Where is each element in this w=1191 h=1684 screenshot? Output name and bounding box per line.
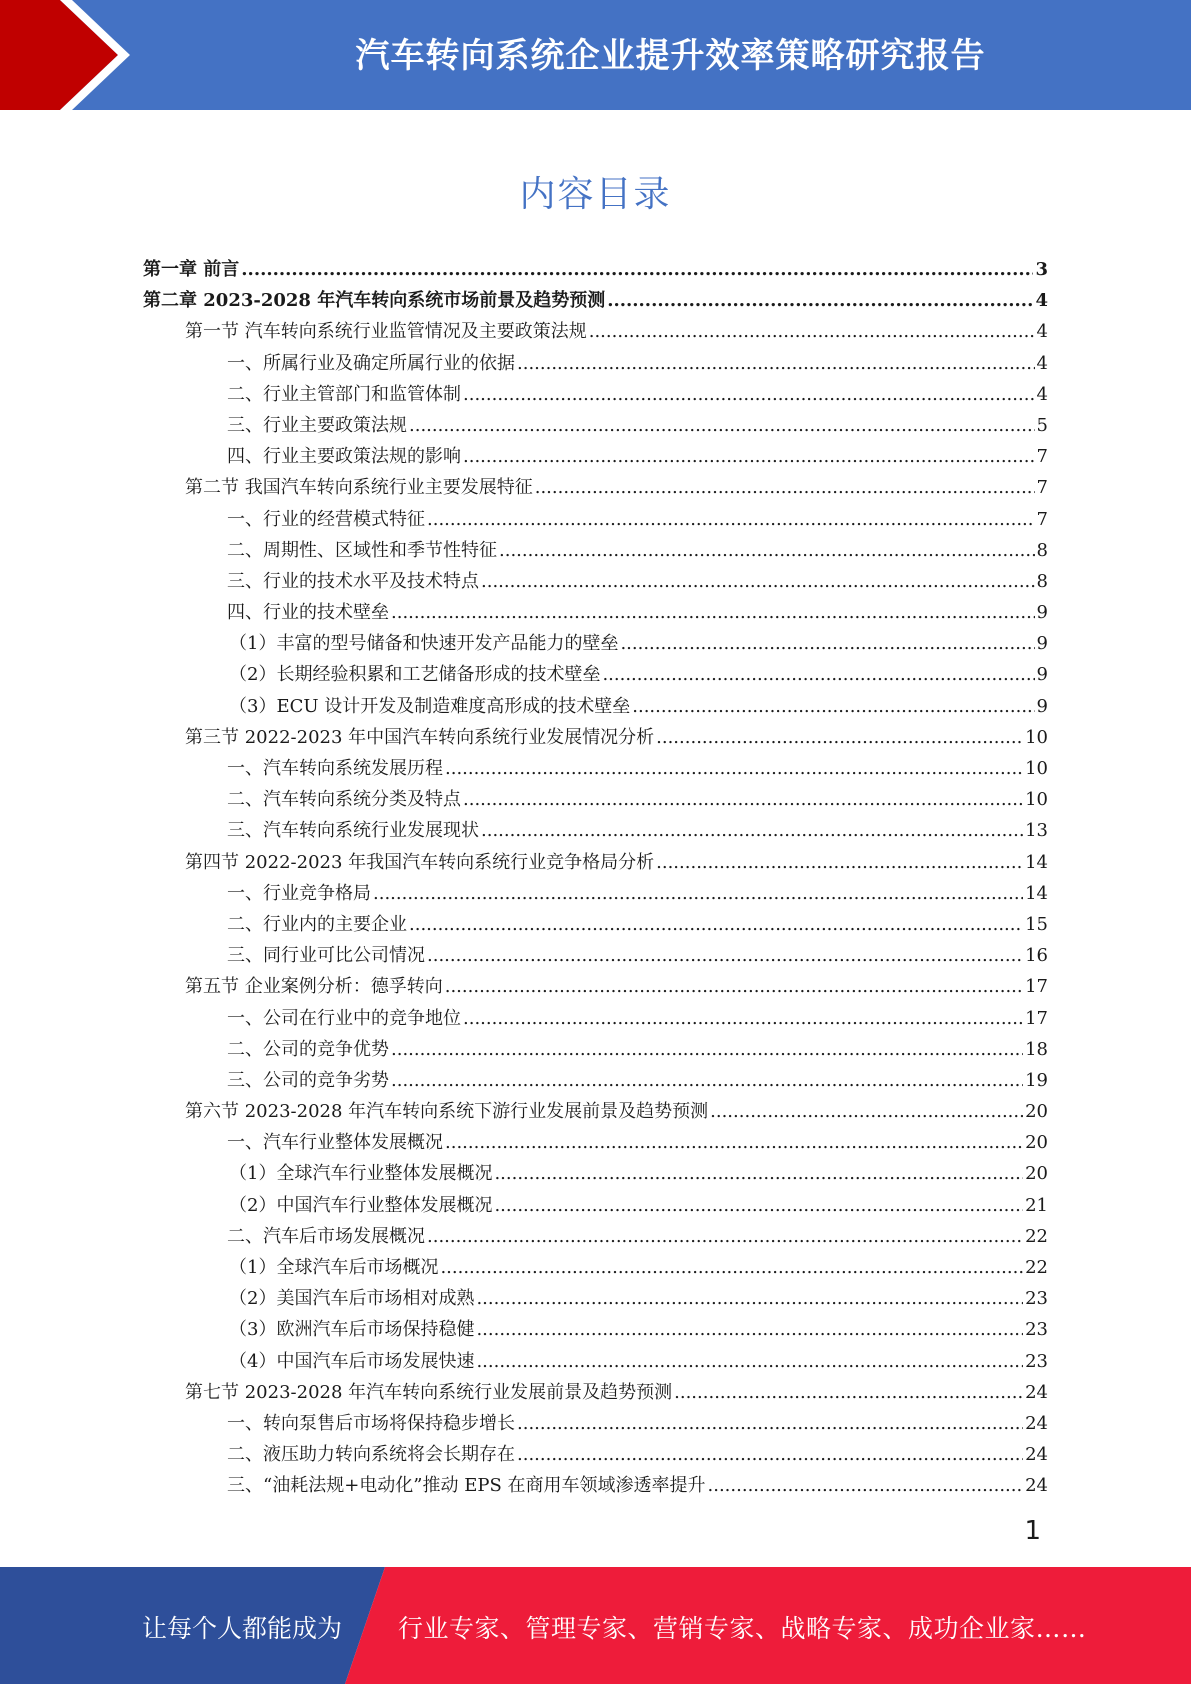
- toc-leader-dots: [476, 1346, 1023, 1377]
- toc-entry-title: （4）中国汽车后市场发展快速: [229, 1350, 475, 1372]
- toc-entry-page: 14: [1025, 851, 1048, 873]
- toc-entry[interactable]: [143, 722, 1048, 753]
- toc-entry[interactable]: [143, 316, 1048, 347]
- toc-entry[interactable]: [143, 535, 1048, 566]
- toc-entry-page: 17: [1025, 976, 1048, 998]
- toc-leader-dots: [427, 504, 1035, 535]
- toc-entry-page: 10: [1025, 758, 1048, 779]
- toc-entry-page: 19: [1025, 1069, 1048, 1091]
- toc-leader-dots: [494, 1158, 1023, 1189]
- toc-entry-title: 二、汽车转向系统分类及特点: [227, 789, 461, 811]
- toc-entry[interactable]: [143, 285, 1048, 316]
- toc-entry[interactable]: [143, 1283, 1048, 1314]
- toc-leader-dots: [445, 971, 1023, 1002]
- toc-entry-page: 9: [1036, 633, 1048, 655]
- toc-entry-title: 二、公司的竞争优势: [227, 1038, 389, 1060]
- toc-entry[interactable]: [143, 1158, 1048, 1189]
- toc-entry-title: 三、行业主要政策法规: [227, 414, 407, 436]
- toc-entry-page: 24: [1025, 1412, 1048, 1434]
- toc-leader-dots: [632, 691, 1034, 722]
- header-banner: [0, 0, 1191, 110]
- toc-entry-page: 13: [1025, 820, 1048, 842]
- toc-entry[interactable]: [143, 410, 1048, 441]
- toc-entry-page: 14: [1025, 882, 1048, 904]
- toc-entry-page: 23: [1025, 1288, 1048, 1310]
- toc-entry-title: 三、行业的技术水平及技术特点: [227, 570, 479, 592]
- toc-leader-dots: [463, 441, 1035, 472]
- toc-leader-dots: [602, 659, 1034, 690]
- toc-entry-title: 四、行业的技术壁垒: [227, 602, 389, 624]
- toc-entry-title: 三、汽车转向系统行业发展现状: [227, 820, 479, 842]
- toc-entry-page: 7: [1036, 477, 1048, 499]
- toc-entry-page: 3: [1035, 259, 1048, 280]
- toc-leader-dots: [391, 1034, 1023, 1065]
- toc-entry-page: 7: [1036, 446, 1048, 468]
- toc-entry-title: （2）长期经验积累和工艺储备形成的技术壁垒: [229, 664, 601, 686]
- toc-leader-dots: [708, 1470, 1024, 1501]
- toc-leader-dots: [620, 628, 1034, 659]
- toc-entry[interactable]: [143, 1065, 1048, 1096]
- toc-leader-dots: [440, 1252, 1023, 1283]
- toc-entry-title: 三、同行业可比公司情况: [227, 945, 425, 967]
- toc-leader-dots: [427, 1221, 1023, 1252]
- toc-leader-dots: [463, 1003, 1023, 1034]
- toc-entry-title: 第二节 我国汽车转向系统行业主要发展特征: [185, 477, 533, 499]
- toc-entry[interactable]: [143, 628, 1048, 659]
- toc-entry[interactable]: [143, 1003, 1048, 1034]
- toc-entry-page: 10: [1025, 726, 1048, 748]
- toc-entry[interactable]: [143, 504, 1048, 535]
- toc-entry[interactable]: [143, 379, 1048, 410]
- toc-leader-dots: [607, 285, 1033, 316]
- toc-entry[interactable]: [143, 878, 1048, 909]
- toc-entry[interactable]: [143, 1096, 1048, 1127]
- toc-leader-dots: [481, 815, 1023, 846]
- toc-entry-title: 二、行业主管部门和监管体制: [227, 383, 461, 405]
- toc-entry[interactable]: [143, 472, 1048, 503]
- toc-entry[interactable]: [143, 1377, 1048, 1408]
- toc-entry-title: （1）全球汽车行业整体发展概况: [229, 1163, 493, 1185]
- toc-entry[interactable]: [143, 847, 1048, 878]
- footer-slogan-left: 让每个人都能成为: [142, 1614, 343, 1643]
- toc-entry-page: 24: [1025, 1475, 1048, 1497]
- footer-slogan-right: 行业专家、管理专家、营销专家、战略专家、成功企业家……: [398, 1614, 1087, 1643]
- toc-entry-title: 二、液压助力转向系统将会长期存在: [227, 1444, 515, 1466]
- toc-entry-title: 第六节 2023-2028 年汽车转向系统下游行业发展前景及趋势预测: [185, 1101, 709, 1123]
- toc-entry[interactable]: [143, 971, 1048, 1002]
- toc-leader-dots: [517, 1439, 1023, 1470]
- toc-leader-dots: [481, 566, 1035, 597]
- toc-leader-dots: [445, 753, 1023, 784]
- toc-leader-dots: [409, 909, 1023, 940]
- toc-entry-page: 9: [1036, 664, 1048, 686]
- toc-entry-page: 22: [1025, 1257, 1048, 1278]
- toc-entry-title: 第五节 企业案例分析：德孚转向: [185, 976, 443, 998]
- toc-entry[interactable]: [143, 566, 1048, 597]
- toc-entry-page: 24: [1025, 1444, 1048, 1466]
- toc-entry-title: 一、行业的经营模式特征: [227, 508, 425, 530]
- toc-leader-dots: [656, 722, 1023, 753]
- toc-entry-page: 5: [1036, 414, 1048, 436]
- toc-entry[interactable]: [143, 1314, 1048, 1345]
- toc-entry-page: 9: [1036, 695, 1048, 717]
- toc-leader-dots: [656, 847, 1023, 878]
- toc-entry-page: 9: [1036, 602, 1048, 624]
- page-number: 1: [1024, 1516, 1041, 1546]
- toc-entry[interactable]: [143, 940, 1048, 971]
- toc-entry[interactable]: [143, 909, 1048, 940]
- toc-entry-title: 一、汽车转向系统发展历程: [227, 758, 443, 779]
- toc-entry[interactable]: [143, 1408, 1048, 1439]
- toc-entry-page: 7: [1036, 508, 1048, 530]
- chevron-arrow-icon: [0, 0, 150, 110]
- toc-entry-title: 四、行业主要政策法规的影响: [227, 446, 461, 468]
- toc-entry[interactable]: [143, 1221, 1048, 1252]
- toc-entry[interactable]: [143, 348, 1048, 379]
- toc-leader-dots: [517, 348, 1035, 379]
- toc-entry-page: 21: [1025, 1194, 1048, 1216]
- toc-entry-page: 17: [1025, 1007, 1048, 1029]
- toc-leader-dots: [463, 784, 1023, 815]
- toc-entry-page: 4: [1036, 352, 1048, 374]
- toc-entry-page: 20: [1025, 1163, 1048, 1185]
- toc-entry-title: 第一章 前言: [143, 259, 240, 280]
- toc-entry[interactable]: [143, 753, 1048, 784]
- toc-leader-dots: [463, 379, 1035, 410]
- toc-leader-dots: [494, 1190, 1023, 1221]
- toc-entry-title: 二、汽车后市场发展概况: [227, 1225, 425, 1247]
- toc-entry-title: 一、行业竞争格局: [227, 882, 371, 904]
- toc-heading: 内容目录: [519, 174, 672, 215]
- toc-leader-dots: [499, 535, 1035, 566]
- toc-entry-page: 23: [1025, 1319, 1048, 1341]
- toc-entry[interactable]: [143, 1190, 1048, 1221]
- toc-entry-title: 第一节 汽车转向系统行业监管情况及主要政策法规: [185, 321, 587, 343]
- toc-entry-title: 一、汽车行业整体发展概况: [227, 1132, 443, 1154]
- toc-entry[interactable]: [143, 1439, 1048, 1470]
- toc-entry-page: 4: [1035, 290, 1048, 312]
- toc-leader-dots: [674, 1377, 1023, 1408]
- toc-entry[interactable]: [143, 254, 1048, 285]
- toc-entry-title: 三、公司的竞争劣势: [227, 1069, 389, 1091]
- toc-entry-title: 二、行业内的主要企业: [227, 913, 407, 935]
- table-of-contents: [143, 254, 1048, 1502]
- toc-entry-page: 24: [1025, 1381, 1048, 1403]
- toc-entry-page: 8: [1036, 570, 1048, 592]
- toc-entry-title: 一、公司在行业中的竞争地位: [227, 1007, 461, 1029]
- toc-entry-page: 20: [1025, 1101, 1048, 1123]
- toc-leader-dots: [710, 1096, 1023, 1127]
- toc-entry-page: 15: [1025, 913, 1048, 935]
- toc-entry-title: 一、转向泵售后市场将保持稳步增长: [227, 1412, 515, 1434]
- toc-leader-dots: [517, 1408, 1023, 1439]
- toc-entry[interactable]: [143, 597, 1048, 628]
- toc-entry-page: 8: [1036, 539, 1048, 561]
- toc-entry-title: （1）丰富的型号储备和快速开发产品能力的壁垒: [229, 633, 619, 655]
- toc-leader-dots: [589, 316, 1035, 347]
- report-title: 汽车转向系统企业提升效率策略研究报告: [355, 36, 986, 76]
- toc-leader-dots: [535, 472, 1035, 503]
- toc-entry-title: 一、所属行业及确定所属行业的依据: [227, 352, 515, 374]
- toc-entry-title: 三、“油耗法规+电动化”推动 EPS 在商用车领域渗透率提升: [227, 1475, 706, 1497]
- toc-entry[interactable]: [143, 1127, 1048, 1158]
- toc-leader-dots: [476, 1314, 1023, 1345]
- toc-entry-title: 二、周期性、区域性和季节性特征: [227, 539, 497, 561]
- toc-entry[interactable]: [143, 441, 1048, 472]
- toc-entry-page: 18: [1025, 1038, 1048, 1060]
- toc-leader-dots: [409, 410, 1035, 441]
- toc-entry-title: （3）ECU 设计开发及制造难度高形成的技术壁垒: [229, 695, 631, 717]
- toc-entry[interactable]: [143, 659, 1048, 690]
- toc-entry-page: 22: [1025, 1225, 1048, 1247]
- toc-entry-title: 第二章 2023-2028 年汽车转向系统市场前景及趋势预测: [143, 290, 606, 312]
- toc-entry-title: 第三节 2022-2023 年中国汽车转向系统行业发展情况分析: [185, 726, 655, 748]
- toc-entry[interactable]: [143, 1346, 1048, 1377]
- toc-leader-dots: [373, 878, 1023, 909]
- toc-leader-dots: [427, 940, 1023, 971]
- toc-entry[interactable]: [143, 784, 1048, 815]
- toc-entry-page: 10: [1025, 789, 1048, 811]
- toc-entry-page: 16: [1025, 945, 1048, 967]
- toc-entry[interactable]: [143, 1252, 1048, 1283]
- toc-leader-dots: [476, 1283, 1023, 1314]
- toc-entry-title: （2）中国汽车行业整体发展概况: [229, 1194, 493, 1216]
- toc-entry-title: （2）美国汽车后市场相对成熟: [229, 1288, 475, 1310]
- toc-entry[interactable]: [143, 1470, 1048, 1501]
- toc-leader-dots: [391, 1065, 1023, 1096]
- toc-entry-page: 4: [1036, 321, 1048, 343]
- toc-leader-dots: [391, 597, 1035, 628]
- toc-entry-title: （1）全球汽车后市场概况: [229, 1257, 439, 1278]
- toc-entry-page: 4: [1036, 383, 1048, 405]
- toc-leader-dots: [445, 1127, 1023, 1158]
- toc-entry[interactable]: [143, 1034, 1048, 1065]
- toc-entry[interactable]: [143, 815, 1048, 846]
- toc-entry-title: 第七节 2023-2028 年汽车转向系统行业发展前景及趋势预测: [185, 1381, 673, 1403]
- toc-entry-title: 第四节 2022-2023 年我国汽车转向系统行业竞争格局分析: [185, 851, 655, 873]
- toc-entry[interactable]: [143, 691, 1048, 722]
- toc-leader-dots: [241, 254, 1033, 285]
- footer-banner: [0, 1567, 1191, 1684]
- toc-entry-title: （3）欧洲汽车后市场保持稳健: [229, 1319, 475, 1341]
- toc-entry-page: 20: [1025, 1132, 1048, 1154]
- toc-entry-page: 23: [1025, 1350, 1048, 1372]
